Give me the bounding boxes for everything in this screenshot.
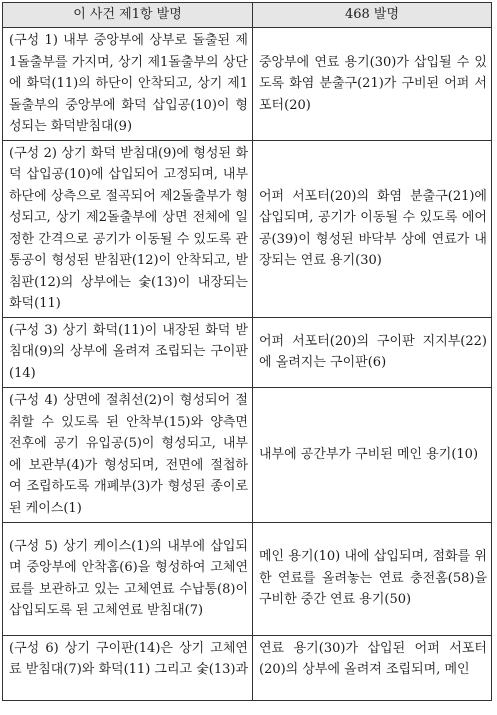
claim-element-1: (구성 1) 내부 중앙부에 상부로 돌출된 제1돌출부를 가지며, 상기 제1돌출부의 상단에 화덕(11)의 하단이 안착되고, 상기 제1돌출부의 중앙부에 화덕 삽입공(10)이 형성되는 화덕받침대(9) <box>3 28 253 141</box>
comparison-table-container <box>2 2 494 715</box>
comparison-table <box>2 2 492 701</box>
column-header-claim1: 이 사건 제1항 발명 <box>3 3 253 28</box>
table-row <box>3 635 492 700</box>
table-row <box>3 387 492 522</box>
table-header-row <box>3 3 492 28</box>
table-row <box>3 28 492 141</box>
prior-art-element-2: 어퍼 서포터(20)의 화염 분출구(21)에 삽입되며, 공기가 이동될 수 있도록 에어공(39)이 형성된 바닥부 상에 연료가 내장되는 연료 용기(30) <box>253 140 492 317</box>
column-header-468: 468 발명 <box>253 3 492 28</box>
claim-element-5: (구성 5) 상기 케이스(1)의 내부에 삽입되며 중앙부에 안착홈(6)을 형성하여 고체연료를 보관하고 있는 고체연료 수납통(8)이 삽입되도록 된 고체연료 받침대(7) <box>3 522 253 635</box>
prior-art-element-4: 내부에 공간부가 구비된 메인 용기(10) <box>253 387 492 522</box>
claim-element-6: (구성 6) 상기 구이판(14)은 상기 고체연료 받침대(7)와 화덕(11) 그리고 숯(13)과 <box>3 635 253 700</box>
prior-art-element-3: 어퍼 서포터(20)의 구이판 지지부(22)에 올려지는 구이판(6) <box>253 317 492 387</box>
claim-element-3: (구성 3) 상기 화덕(11)이 내장된 화덕 받침대(9)의 상부에 올려져 조립되는 구이판(14) <box>3 317 253 387</box>
table-row <box>3 522 492 635</box>
prior-art-element-5: 메인 용기(10) 내에 삽입되며, 점화를 위한 연료를 올려놓는 연료 충전홈(58)을 구비한 중간 연료 용기(50) <box>253 522 492 635</box>
table-row <box>3 317 492 387</box>
claim-element-4: (구성 4) 상면에 절취선(2)이 형성되어 절취할 수 있도록 된 안착부(15)와 양측면 전후에 공기 유입공(5)이 형성되고, 내부에 보관부(4)가 형성되며, 전면에 절첩하여 조립하도록 개폐부(3)가 형성된 종이로 된 케이스(1) <box>3 387 253 522</box>
table-row <box>3 140 492 317</box>
claim-element-2: (구성 2) 상기 화덕 받침대(9)에 형성된 화덕 삽입공(10)에 삽입되어 고정되며, 내부 하단에 상측으로 절곡되어 제2돌출부가 형성되고, 상기 제2돌출부에 상면 전체에 일정한 간격으로 공기가 이동될 수 있도록 관통공이 형성된 받침판(12)이 안착되고, 받침판(12)의 상부에는 숯(13)이 내장되는 화덕(11) <box>3 140 253 317</box>
prior-art-element-1: 중앙부에 연료 용기(30)가 삽입될 수 있도록 화염 분출구(21)가 구비된 어퍼 서포터(20) <box>253 28 492 141</box>
prior-art-element-6: 연료 용기(30)가 삽입된 어퍼 서포터(20)의 상부에 올려져 조립되며, 메인 <box>253 635 492 700</box>
